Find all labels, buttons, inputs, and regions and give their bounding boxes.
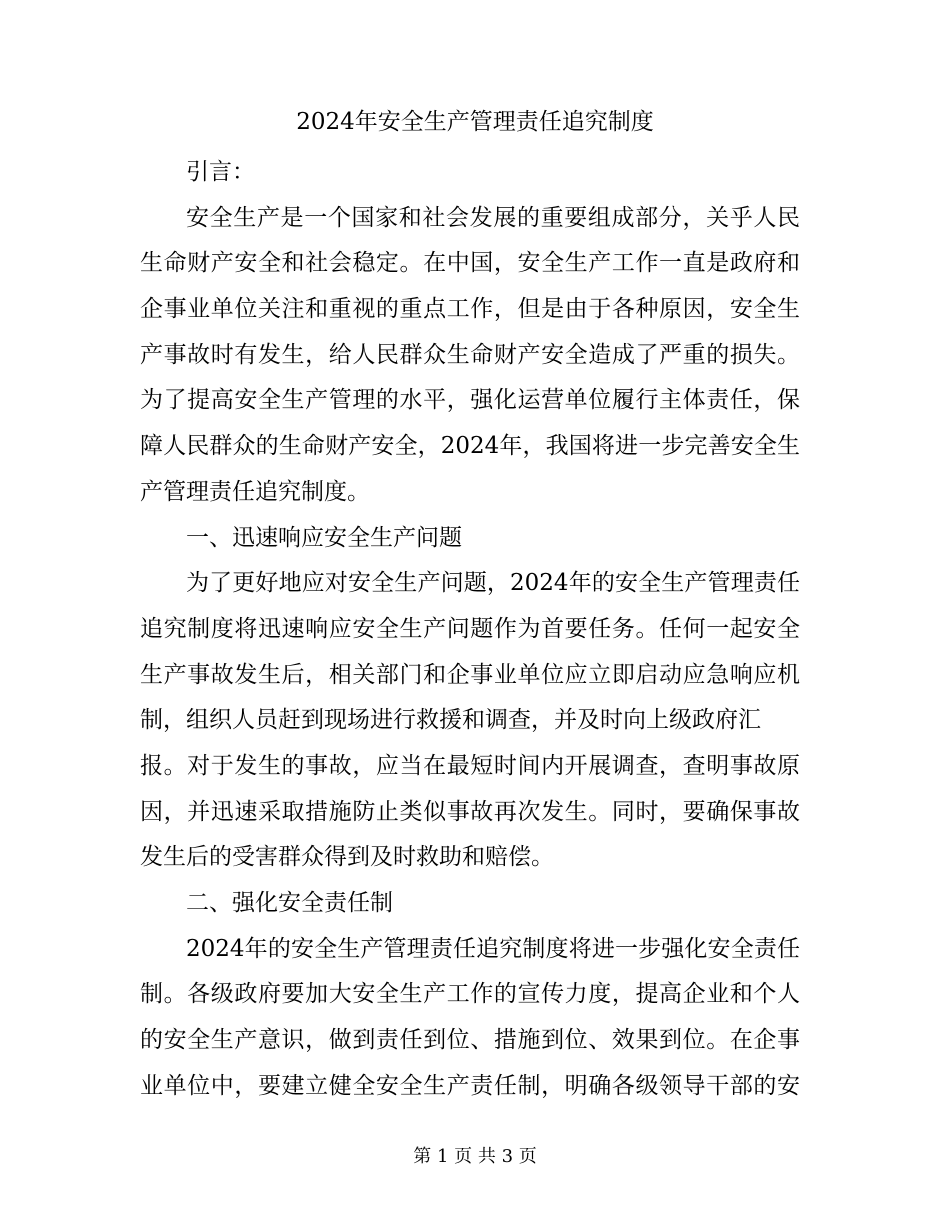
text-line: 安全生产是一个国家和社会发展的重要组成部分，关乎人民 bbox=[186, 204, 800, 231]
text-line: 追究制度将迅速响应安全生产问题作为首要任务。任何一起安全 bbox=[140, 615, 800, 642]
text-line: 生产事故发生后，相关部门和企事业单位应立即启动应急响应机 bbox=[140, 661, 800, 688]
text-line: 障人民群众的生命财产安全，2024年，我国将进一步完善安全生 bbox=[140, 433, 800, 460]
text-line: 为了更好地应对安全生产问题，2024年的安全生产管理责任 bbox=[186, 570, 800, 597]
text-line: 发生后的受害群众得到及时救助和赔偿。 bbox=[140, 844, 554, 871]
page-footer: 第 1 页 共 3 页 bbox=[413, 1146, 537, 1167]
text-line: 生命财产安全和社会稳定。在中国，安全生产工作一直是政府和 bbox=[140, 250, 800, 277]
text-line: 的安全生产意识，做到责任到位、措施到位、效果到位。在企事 bbox=[140, 1027, 800, 1054]
text-line: 因，并迅速采取措施防止类似事故再次发生。同时，要确保事故 bbox=[140, 798, 800, 825]
text-line: 制。各级政府要加大安全生产工作的宣传力度，提高企业和个人 bbox=[140, 981, 800, 1008]
text-line: 业单位中，要建立健全安全生产责任制，明确各级领导干部的安 bbox=[140, 1072, 800, 1099]
text-line: 二、强化安全责任制 bbox=[186, 890, 393, 916]
text-line: 一、迅速响应安全生产问题 bbox=[186, 524, 462, 551]
text-line: 产事故时有发生，给人民群众生命财产安全造成了严重的损失。 bbox=[140, 341, 800, 368]
text-line: 产管理责任追究制度。 bbox=[140, 478, 370, 505]
text-line: 引言： bbox=[186, 159, 255, 185]
text-line: 制，组织人员赶到现场进行救援和调查，并及时向上级政府汇 bbox=[140, 707, 761, 734]
text-line: 为了提高安全生产管理的水平，强化运营单位履行主体责任，保 bbox=[140, 387, 800, 414]
document-body bbox=[140, 150, 800, 1109]
document-title: 2024年安全生产管理责任追究制度 bbox=[296, 109, 654, 135]
text-line: 报。对于发生的事故，应当在最短时间内开展调查，查明事故原 bbox=[140, 752, 800, 779]
text-line: 2024年的安全生产管理责任追究制度将进一步强化安全责任 bbox=[186, 935, 800, 962]
text-line: 企事业单位关注和重视的重点工作，但是由于各种原因，安全生 bbox=[140, 296, 800, 323]
